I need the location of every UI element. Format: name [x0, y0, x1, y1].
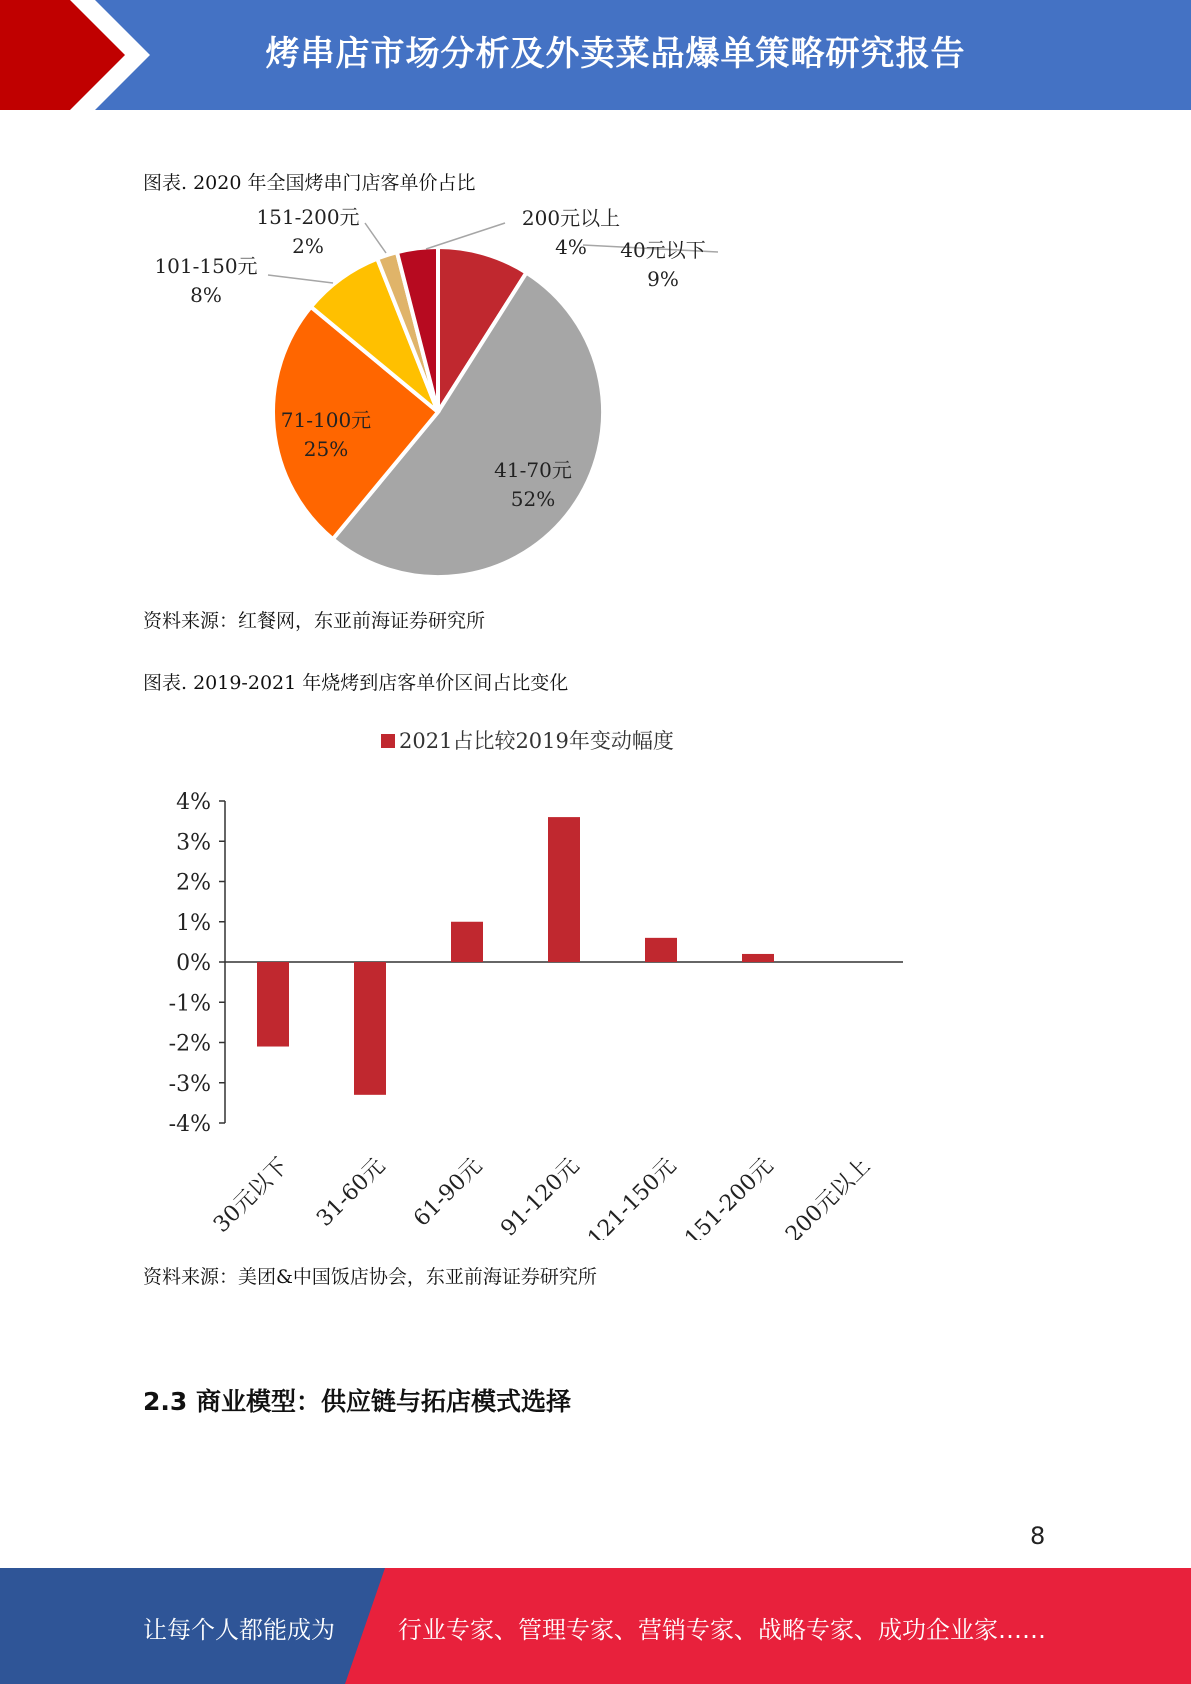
- x-tick-label: 121-150元: [583, 1153, 682, 1240]
- pie-slice-value: 2%: [292, 234, 324, 258]
- x-tick-label: 151-200元: [680, 1153, 779, 1240]
- figure2-source: 资料来源：美团&中国饭店协会，东亚前海证券研究所: [143, 1266, 597, 1288]
- x-tick-label: 61-90元: [409, 1153, 488, 1232]
- bar: [451, 922, 483, 962]
- bar: [548, 817, 580, 962]
- pie-chart-svg: [143, 205, 743, 585]
- pie-slice-label: 41-70元: [494, 458, 572, 482]
- page-header: [0, 0, 1191, 110]
- figure1-caption: 图表. 2020 年全国烤串门店客单价占比: [143, 172, 476, 194]
- bar: [742, 954, 774, 962]
- page-number: 8: [1030, 1522, 1046, 1550]
- y-tick-label: -1%: [168, 991, 211, 1017]
- bar-chart-svg: [143, 715, 923, 1240]
- figure1-source: 资料来源：红餐网，东亚前海证券研究所: [143, 610, 486, 632]
- footer-slogan-right: 行业专家、管理专家、营销专家、战略专家、成功企业家……: [398, 1616, 1046, 1644]
- pie-slice-value: 52%: [510, 487, 556, 511]
- y-tick-label: -4%: [168, 1112, 211, 1137]
- pie-slice-label: 101-150元: [154, 254, 258, 278]
- section-title: 2.3 商业模型：供应链与拓店模式选择: [143, 1387, 571, 1416]
- pie-slice-label: 151-200元: [256, 205, 360, 229]
- x-tick-label: 30元以下: [209, 1153, 294, 1238]
- legend-swatch: [381, 734, 395, 748]
- pie-leader-line: [365, 223, 386, 253]
- pie-slice-label: 40元以下: [620, 238, 706, 262]
- y-tick-label: -3%: [168, 1071, 211, 1097]
- figure2-caption: 图表. 2019-2021 年烧烤到店客单价区间占比变化: [143, 672, 569, 694]
- pie-chart: [143, 205, 743, 585]
- pie-leader-line: [268, 275, 333, 283]
- bar-chart: [143, 715, 923, 1240]
- pie-slice-value: 25%: [303, 437, 349, 461]
- pie-leader-line: [426, 223, 505, 249]
- legend-label: 2021占比较2019年变动幅度: [399, 729, 674, 753]
- pie-slice-value: 4%: [555, 235, 587, 259]
- y-tick-label: 3%: [176, 830, 211, 856]
- pie-slice-label: 200元以上: [521, 206, 621, 230]
- pie-slice-value: 8%: [190, 283, 222, 307]
- pie-slice-label: 71-100元: [280, 408, 372, 432]
- y-tick-label: 4%: [176, 790, 211, 815]
- page-footer: [0, 1568, 1191, 1684]
- x-tick-label: 31-60元: [312, 1153, 391, 1232]
- footer-slogan-left: 让每个人都能成为: [143, 1616, 335, 1644]
- y-tick-label: 1%: [176, 910, 211, 936]
- bar: [354, 962, 386, 1095]
- bar: [645, 938, 677, 962]
- pie-slice-value: 9%: [647, 267, 679, 291]
- report-title: 烤串店市场分析及外卖菜品爆单策略研究报告: [265, 34, 966, 74]
- y-tick-label: 0%: [176, 951, 211, 976]
- x-tick-label: 200元以上: [781, 1153, 876, 1240]
- x-tick-label: 91-120元: [496, 1153, 585, 1240]
- y-tick-label: -2%: [168, 1031, 211, 1057]
- y-tick-label: 2%: [176, 870, 211, 896]
- bar: [257, 962, 289, 1047]
